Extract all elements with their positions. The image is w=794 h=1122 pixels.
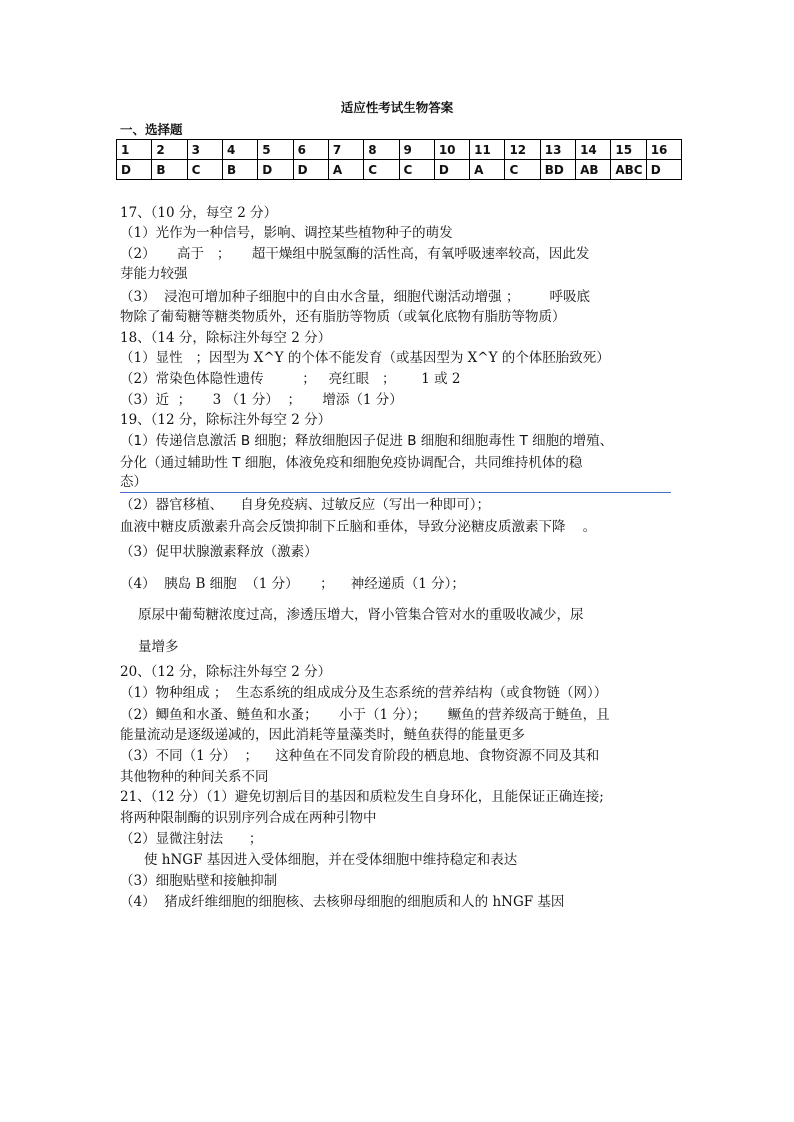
q19-answer-2-cont: 血液中糖皮质激素升高会反馈抑制下丘脑和垂体，导致分泌糖皮质激素下降 。	[120, 519, 597, 535]
q17-answer-2-cont: 芽能力较强	[120, 266, 188, 282]
q20-heading: 20、（12 分，除标注外每空 2 分）	[120, 664, 332, 680]
q17-heading: 17、（10 分，每空 2 分）	[120, 205, 278, 221]
table-row-answers	[117, 160, 682, 180]
q18-answer-3: （3）近 ； 3 （1 分） ； 增添（1 分）	[120, 392, 403, 408]
page-title: 适应性考试生物答案	[340, 100, 454, 115]
table-cell: B	[152, 160, 187, 180]
table-cell: C	[505, 160, 540, 180]
q19-heading: 19、（12 分，除标注外每空 2 分）	[120, 412, 332, 428]
table-cell: 6	[293, 140, 328, 160]
q20-answer-1: （1）物种组成 ； 生态系统的组成成分及生态系统的营养结构（或食物链（网））	[120, 685, 608, 701]
q21-heading: 21、（12 分）（1）避免切割后目的基因和质粒发生自身环化，且能保证正确连接;	[120, 789, 604, 805]
table-cell: 5	[258, 140, 293, 160]
q17-answer-1: （1）光作为一种信号，影响、调控某些植物种子的萌发	[120, 225, 453, 241]
q21-answer-3: （3）细胞贴壁和接触抑制	[120, 873, 278, 889]
q17-answer-3: （3） 浸泡可增加种子细胞中的自由水含量，细胞代谢活动增强 ； 呼吸底	[120, 289, 591, 305]
divider-line	[120, 492, 671, 493]
table-cell: 9	[399, 140, 434, 160]
q18-heading: 18、（14 分，除标注外每空 2 分）	[120, 330, 332, 346]
q18-answer-2: （2）常染色体隐性遗传 ； 亮红眼 ； 1 或 2	[120, 371, 461, 387]
table-cell: 7	[328, 140, 363, 160]
table-cell: 3	[187, 140, 222, 160]
q19-answer-4: （4） 胰岛 B 细胞 （1 分） ； 神经递质（1 分）；	[120, 576, 465, 592]
answer-table	[116, 139, 682, 180]
table-cell: 15	[611, 140, 646, 160]
q21-answer-2-cont: 使 hNGF 基因进入受体细胞，并在受体细胞中维持稳定和表达	[144, 852, 518, 868]
table-cell: AB	[576, 160, 611, 180]
table-row-numbers	[117, 140, 682, 160]
section-heading: 一、选择题	[120, 122, 183, 137]
table-cell: 1	[117, 140, 152, 160]
q20-answer-3-cont: 其他物种的种间关系不同	[120, 769, 269, 785]
q21-answer-1-cont: 将两种限制酶的识别序列合成在两种引物中	[120, 810, 377, 826]
table-cell: D	[434, 160, 469, 180]
q19-answer-2: （2）器官移植、 自身免疫病、过敏反应（写出一种即可）；	[120, 497, 491, 513]
table-cell: ABC	[611, 160, 646, 180]
q18-answer-1: （1）显性 ；因型为 X^Y 的个体不能发育（或基因型为 X^Y 的个体胚胎致死）	[120, 350, 610, 366]
table-cell: 16	[646, 140, 681, 160]
q19-answer-4-cont: 原尿中葡萄糖浓度过高，渗透压增大，肾小管集合管对水的重吸收减少，尿	[138, 607, 584, 623]
q19-answer-4-end: 量增多	[138, 639, 179, 655]
table-cell: B	[222, 160, 257, 180]
q21-answer-4: （4） 猪成纤维细胞的细胞核、去核卵母细胞的细胞质和人的 hNGF 基因	[120, 894, 565, 910]
table-cell: C	[364, 160, 399, 180]
table-cell: A	[328, 160, 363, 180]
q19-answer-3: （3）促甲状腺激素释放（激素）	[120, 544, 318, 560]
table-cell: BD	[540, 160, 575, 180]
table-cell: C	[187, 160, 222, 180]
table-cell: 4	[222, 140, 257, 160]
table-cell: D	[117, 160, 152, 180]
table-cell: 14	[576, 140, 611, 160]
table-cell: 2	[152, 140, 187, 160]
table-cell: A	[470, 160, 505, 180]
q19-answer-1-cont: 分化（通过辅助性 T 细胞，体液免疫和细胞免疫协调配合，共同维持机体的稳	[120, 455, 583, 471]
table-cell: D	[293, 160, 328, 180]
q19-answer-1: （1）传递信息激活 B 细胞；释放细胞因子促进 B 细胞和细胞毒性 T 细胞的增殖、	[120, 433, 614, 449]
q19-answer-1-end: 态）	[120, 474, 147, 490]
q20-answer-3: （3）不同（1 分） ； 这种鱼在不同发育阶段的栖息地、食物资源不同及其和	[120, 748, 600, 764]
q20-answer-2: （2）鲫鱼和水蚤、鲢鱼和水蚤； 小于（1 分）； 鳜鱼的营养级高于鲢鱼，且	[120, 707, 610, 723]
q17-answer-2: （2） 高于 ； 超干燥组中脱氢酶的活性高，有氧呼吸速率较高，因此发	[120, 246, 590, 262]
table-cell: D	[646, 160, 681, 180]
table-cell: D	[258, 160, 293, 180]
table-cell: 13	[540, 140, 575, 160]
q21-answer-2: （2）显微注射法 ；	[120, 831, 263, 847]
table-cell: 11	[470, 140, 505, 160]
q17-answer-3-cont: 物除了葡萄糖等糖类物质外，还有脂肪等物质（或氧化底物有脂肪等物质）	[120, 309, 566, 325]
table-cell: C	[399, 160, 434, 180]
table-cell: 8	[364, 140, 399, 160]
table-cell: 10	[434, 140, 469, 160]
q20-answer-2-cont: 能量流动是逐级递减的，因此消耗等量藻类时，鲢鱼获得的能量更多	[120, 727, 525, 743]
table-cell: 12	[505, 140, 540, 160]
